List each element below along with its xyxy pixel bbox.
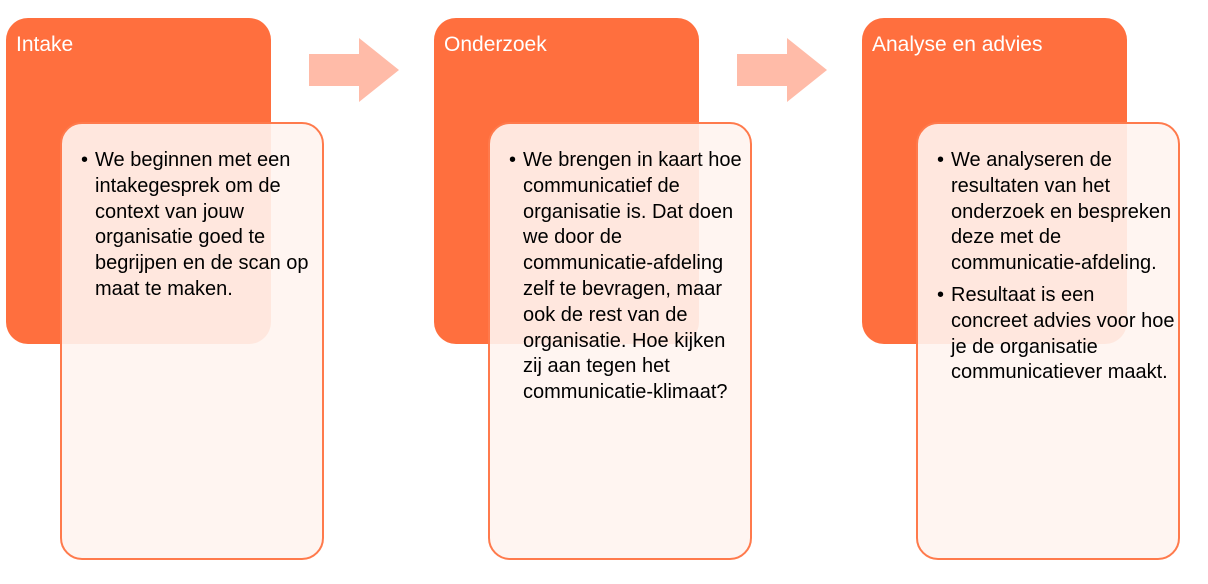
- arrow-right-icon: [309, 38, 399, 102]
- stage-description-card: [488, 122, 752, 560]
- stage-onderzoek: [434, 0, 764, 584]
- bullet-item: [509, 148, 748, 406]
- bullet-item: [81, 148, 320, 303]
- stage-title: Analyse en advies: [872, 33, 1043, 56]
- stage-description-card: [916, 122, 1180, 560]
- bullet-text: We brengen in kaart hoe communicatief de organisatie is. Dat doen we door de communicatie-afdeling zelf te bevragen, maar ook de rest van de organisatie. Hoe kijken zij aan tegen het communicatie-klimaat?: [523, 149, 742, 404]
- bullet-item: [937, 283, 1176, 386]
- bullet-list: [509, 148, 748, 406]
- bullet-text: We analyseren de resultaten van het onderzoek en bespreken deze met de communicatie-afdeling.: [951, 149, 1172, 275]
- bullet-text: Resultaat is een concreet advies voor hoe je de organisatie communicatiever maakt.: [951, 283, 1175, 384]
- bullet-list: [81, 148, 320, 303]
- bullet-icon: •: [509, 149, 517, 171]
- bullet-item: [937, 148, 1176, 277]
- stage-title: Onderzoek: [444, 33, 547, 56]
- bullet-text: We beginnen met een intakegesprek om de context van jouw organisatie goed te begrijpen en de scan op maat te maken.: [95, 149, 309, 300]
- stage-description-card: [60, 122, 324, 560]
- bullet-icon: •: [937, 149, 945, 171]
- bullet-list: [937, 148, 1176, 386]
- stage-intake: [6, 0, 336, 584]
- stage-title: Intake: [16, 33, 74, 56]
- stage-analyse-en-advies: [862, 0, 1192, 584]
- bullet-icon: •: [937, 283, 945, 306]
- arrow-right-icon: [737, 38, 827, 102]
- bullet-icon: •: [81, 149, 89, 171]
